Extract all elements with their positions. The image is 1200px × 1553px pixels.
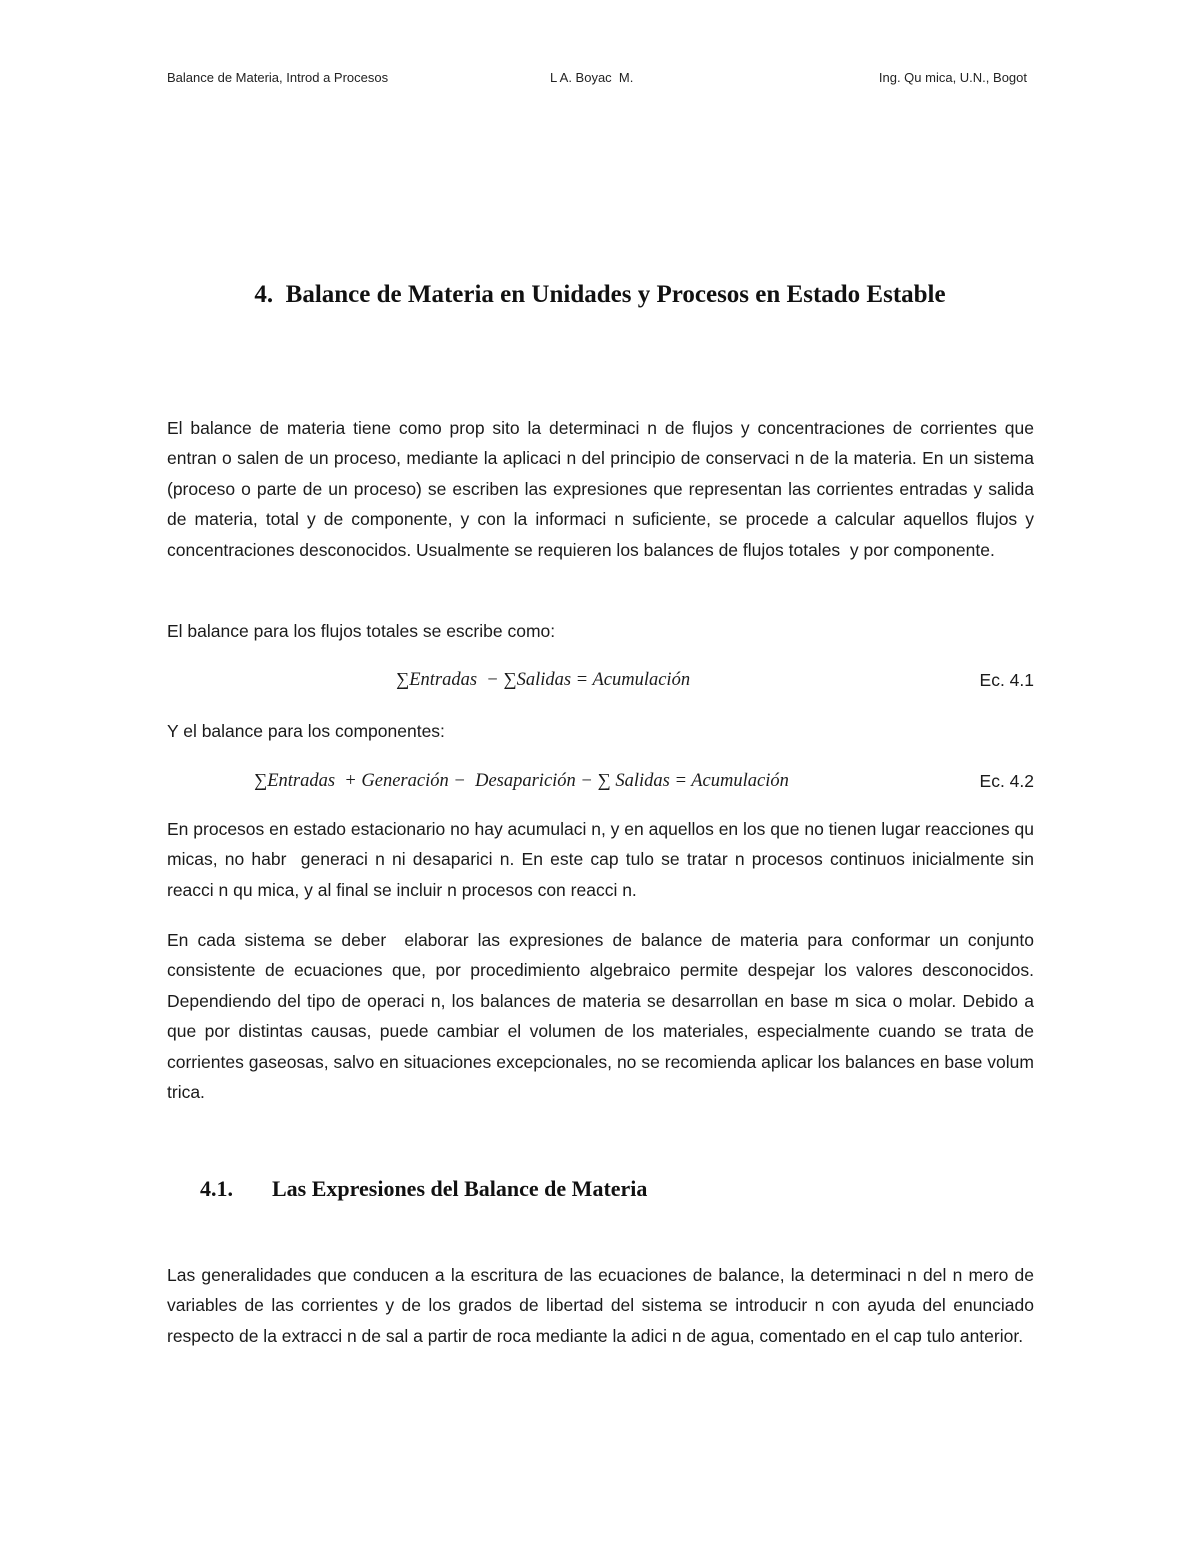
header-left: Balance de Materia, Introd a Procesos xyxy=(167,70,389,85)
equation-4-2-formula: ∑Entradas + Generación − Desaparición − ∑ Salidas = Acumulación xyxy=(254,771,789,791)
equation-4-1 xyxy=(167,665,1034,695)
running-header xyxy=(167,70,1027,90)
equation-4-1-formula: ∑Entradas − ∑Salidas = Acumulación xyxy=(396,670,691,690)
equation-4-2-label: Ec. 4.2 xyxy=(979,771,1034,791)
header-right: Ing. Qu mica, U.N., Bogot xyxy=(878,70,1027,85)
components-paragraph: Y el balance para los componentes: xyxy=(167,721,445,741)
steady-state-paragraph: En procesos en estado estacionario no hay acumulaci n, y en aquellos en los que no tienen lugar reacciones qu micas, no habr generaci n ni desaparici n. En este cap tulo se tratar n procesos continuos inicialmente sin reacci n qu mica, y al final se incluir n procesos con reacci n. xyxy=(167,819,1039,900)
total-flows-paragraph: El balance para los flujos totales se escribe como: xyxy=(167,621,556,641)
equation-4-1-label: Ec. 4.1 xyxy=(979,670,1034,690)
intro-paragraph: El balance de materia tiene como prop sito la determinaci n de flujos y concentraciones de corrientes que entran o salen de un proceso, mediante la aplicaci n del principio de conservaci n de la materia. En un sistema (proceso o parte de un proceso) se escriben las expresiones que representan las corrientes entradas y salida de materia, total y de componente, y con la informaci n suficiente, se procede a calcular aquellos flujos y concentraciones desconocidos. Usualmente se requieren los balances de flujos totales y por componente. xyxy=(167,418,1039,560)
equation-4-2 xyxy=(167,766,1034,796)
generalities-paragraph: Las generalidades que conducen a la escritura de las ecuaciones de balance, la determinaci n del n mero de variables de las corrientes y de los grados de libertad del sistema se introducir n con ayuda del enunciado respecto de la extracci n de sal a partir de roca mediante la adici n de agua, comentado en el cap tulo anterior. xyxy=(167,1265,1039,1346)
chapter-title: 4. Balance de Materia en Unidades y Procesos en Estado Estable xyxy=(254,281,946,308)
section-number: 4.1. xyxy=(200,1176,233,1201)
systems-paragraph: En cada sistema se deber elaborar las expresiones de balance de materia para conformar un conjunto consistente de ecuaciones que, por procedimiento algebraico permite despejar los valores desconocidos. Dependiendo del tipo de operaci n, los balances de materia se desarrollan en base m sica o molar. Debido a que por distintas causas, puede cambiar el volumen de los materiales, especialmente cuando se trata de corrientes gaseosas, salvo en situaciones excepcionales, no se recomienda aplicar los balances en base volum trica. xyxy=(167,930,1039,1103)
header-center: L A. Boyac M. xyxy=(550,70,634,85)
section-title: Las Expresiones del Balance de Materia xyxy=(272,1176,648,1201)
